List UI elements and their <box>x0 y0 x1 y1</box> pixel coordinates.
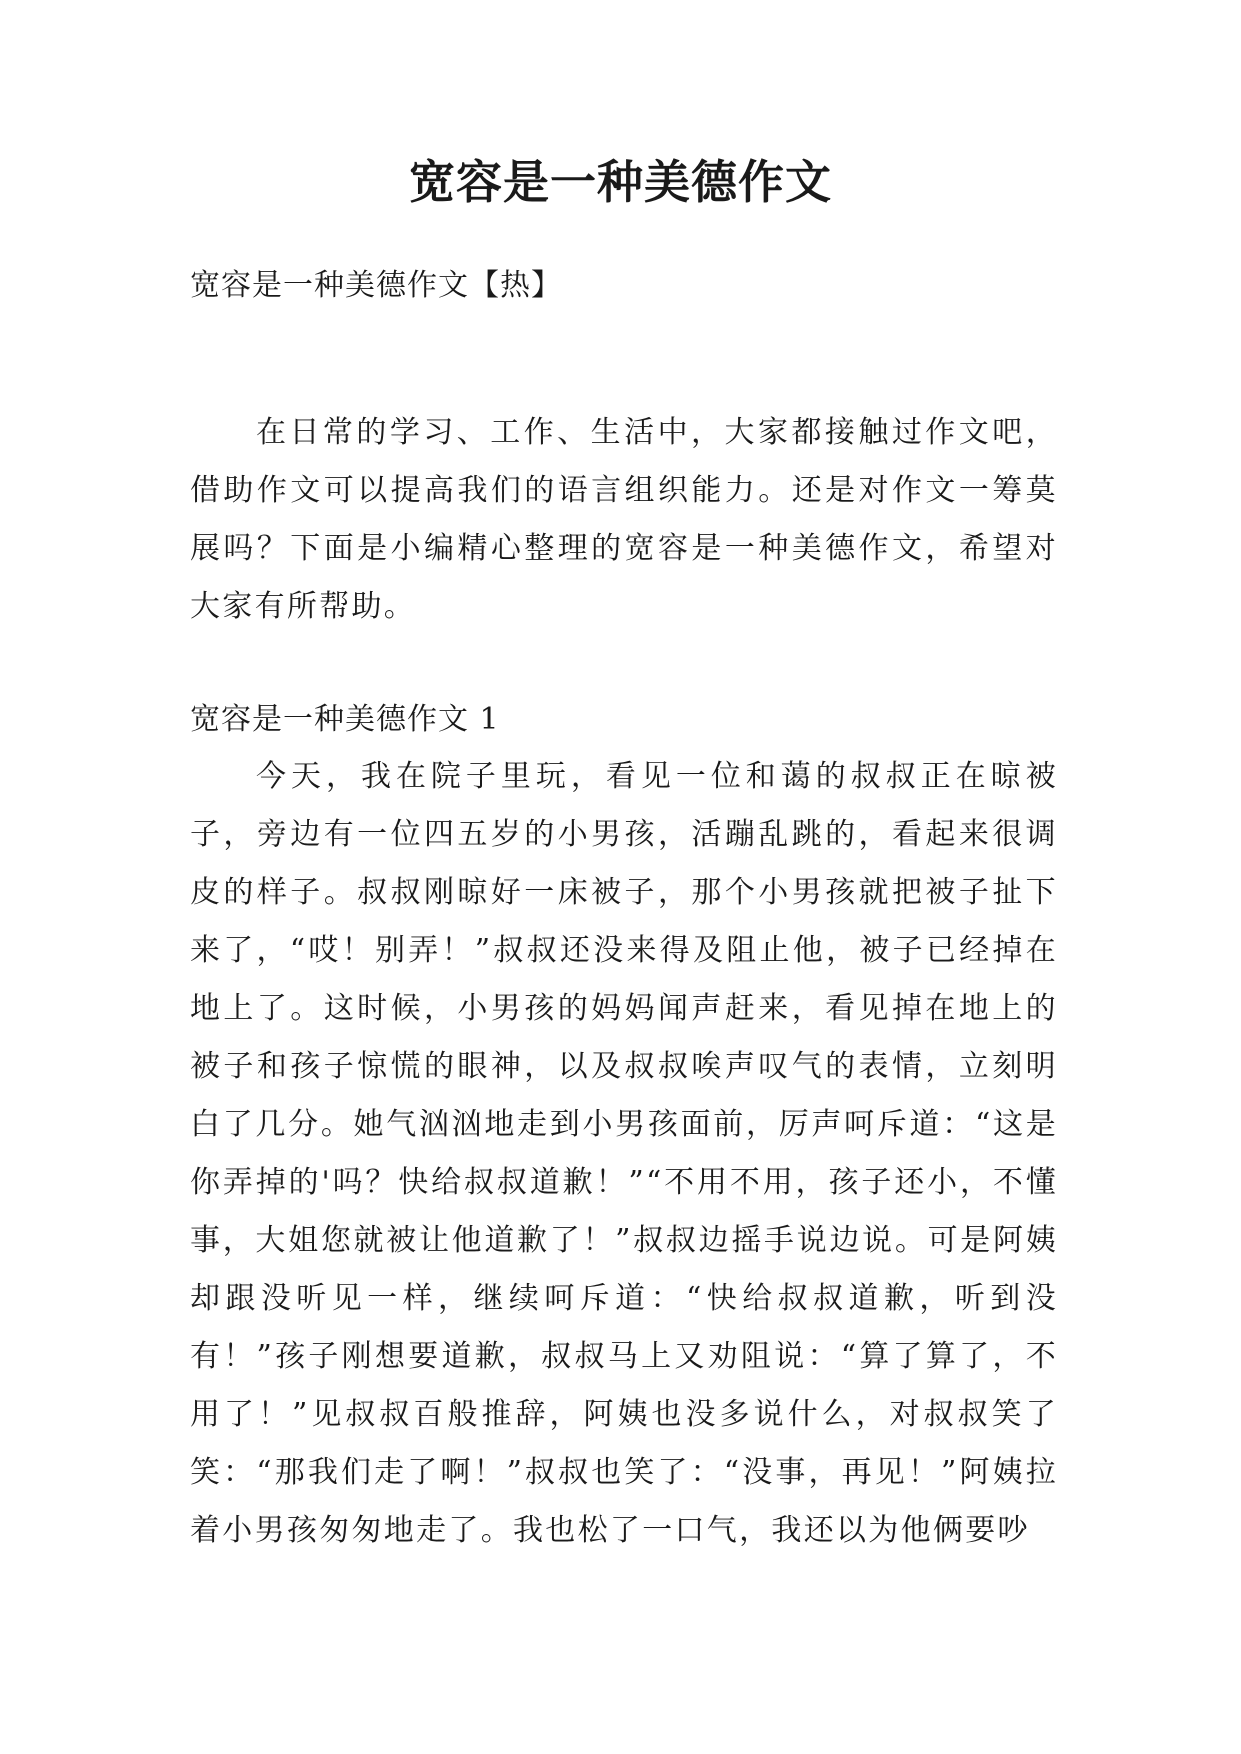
section-heading: 宽容是一种美德作文 1 <box>190 702 500 737</box>
document-subtitle: 宽容是一种美德作文【热】 <box>190 268 562 303</box>
story-paragraph: 今天，我在院子里玩，看见一位和蔼的叔叔正在晾被子，旁边有一位四五岁的小男孩，活蹦乱跳的，看起来很调皮的样子。叔叔刚晾好一床被子，那个小男孩就把被子扯下来了，“哎！别弄！”叔叔还没来得及阻止他，被子已经掉在地上了。这时候，小男孩的妈妈闻声赶来，看见掉在地上的被子和孩子惊慌的眼神，以及叔叔唉声叹气的表情，立刻明白了几分。她气汹汹地走到小男孩面前，厉声呵斥道：“这是你弄掉的'吗？快给叔叔道歉！”“不用不用，孩子还小，不懂事，大姐您就被让他道歉了！”叔叔边摇手说边说。可是阿姨却跟没听见一样，继续呵斥道：“快给叔叔道歉，听到没有！”孩子刚想要道歉，叔叔马上又劝阻说：“算了算了，不用了！”见叔叔百般推辞，阿姨也没多说什么，对叔叔笑了笑：“那我们走了啊！”叔叔也笑了：“没事，再见！”阿姨拉着小男孩匆匆地走了。我也松了一口气，我还以为他俩要吵 <box>190 759 1058 1548</box>
intro-paragraph: 在日常的学习、工作、生活中，大家都接触过作文吧，借助作文可以提高我们的语言组织能力。还是对作文一筹莫展吗？下面是小编精心整理的宽容是一种美德作文，希望对大家有所帮助。 <box>190 415 1058 624</box>
document-title: 宽容是一种美德作文 <box>409 155 832 209</box>
